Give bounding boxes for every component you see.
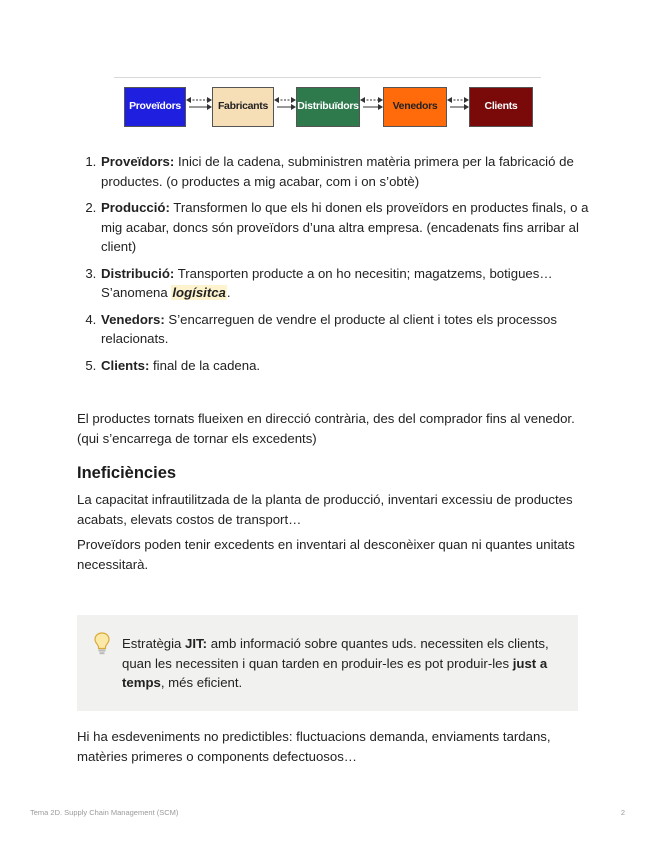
list-item-text: final de la cadena. bbox=[149, 357, 261, 373]
highlighted-term: logísitca bbox=[172, 285, 226, 300]
node-manufacturers: Fabricants bbox=[212, 87, 274, 127]
list-item-text: Transporten producte a on ho necesitin; magatzems, botigues… S’anomena bbox=[101, 265, 553, 300]
paragraph-unpredictable: Hi ha esdeveniments no predictibles: fluctuacions demanda, enviaments tardans, matèries primeres o components defectuosos… bbox=[77, 729, 551, 764]
list-item-term: Clients: bbox=[101, 357, 150, 373]
list-item bbox=[100, 356, 600, 376]
top-divider bbox=[114, 77, 541, 78]
list-item bbox=[100, 310, 600, 349]
list-item-text-end: . bbox=[226, 285, 231, 300]
callout-text-part: amb informació sobre quantes uds. necessiten els clients, quan les necessiten i quan tarden en produir-les es pot produir-les bbox=[122, 636, 549, 671]
bidirectional-arrow-icon bbox=[360, 89, 383, 125]
list-item-term: Producció: bbox=[101, 200, 170, 215]
lightbulb-icon bbox=[93, 631, 111, 657]
list-item-text: Inici de la cadena, subministren matèria primera per la fabricació de productes. (o productes a mig acabar, com i on s’obtè) bbox=[101, 154, 574, 189]
node-distributors: Distribuïdors bbox=[296, 87, 360, 127]
bidirectional-arrow-icon bbox=[447, 89, 469, 125]
node-clients: Clients bbox=[469, 87, 533, 127]
callout-text-part: , més eficient. bbox=[160, 675, 243, 690]
callout-text bbox=[122, 634, 567, 693]
callout-box bbox=[77, 615, 578, 711]
callout-text-part: Estratègia bbox=[122, 636, 186, 651]
supply-chain-diagram bbox=[124, 87, 534, 129]
node-suppliers: Proveïdors bbox=[124, 87, 186, 127]
list-item-term: Proveïdors: bbox=[101, 154, 175, 169]
paragraph-inefficiencies-1: La capacitat infrautilitzada de la planta de producció, inventari excessiu de productes acabats, elevats costos de transport… bbox=[77, 492, 573, 527]
section-heading: Ineficiències bbox=[77, 464, 177, 482]
footer-title: Tema 2D. Supply Chain Management (SCM) bbox=[30, 808, 179, 817]
node-retailers: Venedors bbox=[383, 87, 447, 127]
list-item bbox=[100, 152, 600, 191]
bidirectional-arrow-icon bbox=[274, 89, 296, 125]
bidirectional-arrow-icon bbox=[186, 89, 212, 125]
list-item bbox=[100, 198, 600, 257]
paragraph-returns: El productes tornats flueixen en direcció contrària, des del comprador fins al venedor. (qui s’encarrega de tornar els excedents) bbox=[77, 411, 575, 446]
list-item bbox=[100, 264, 600, 303]
supply-chain-steps-list bbox=[77, 152, 600, 382]
page-number: 2 bbox=[620, 808, 625, 817]
list-item-text: S’encarreguen de vendre el producte al client i totes els processos relacionats. bbox=[101, 311, 557, 346]
list-item-term: Distribució: bbox=[101, 265, 175, 281]
list-item-text: Transformen lo que els hi donen els proveïdors en productes finals, o a mig acabar, doncs són proveïdors d’una altra empresa. (encadenats fins arribar al client) bbox=[101, 200, 589, 254]
callout-bold-jit: JIT: bbox=[185, 636, 208, 651]
paragraph-inefficiencies-2: Proveïdors poden tenir excedents en inventari al desconèixer quan ni quantes unitats necessitarà. bbox=[77, 537, 575, 572]
list-item-term: Venedors: bbox=[101, 311, 165, 327]
callout-bold-just-in-time: just a temps bbox=[122, 655, 548, 690]
